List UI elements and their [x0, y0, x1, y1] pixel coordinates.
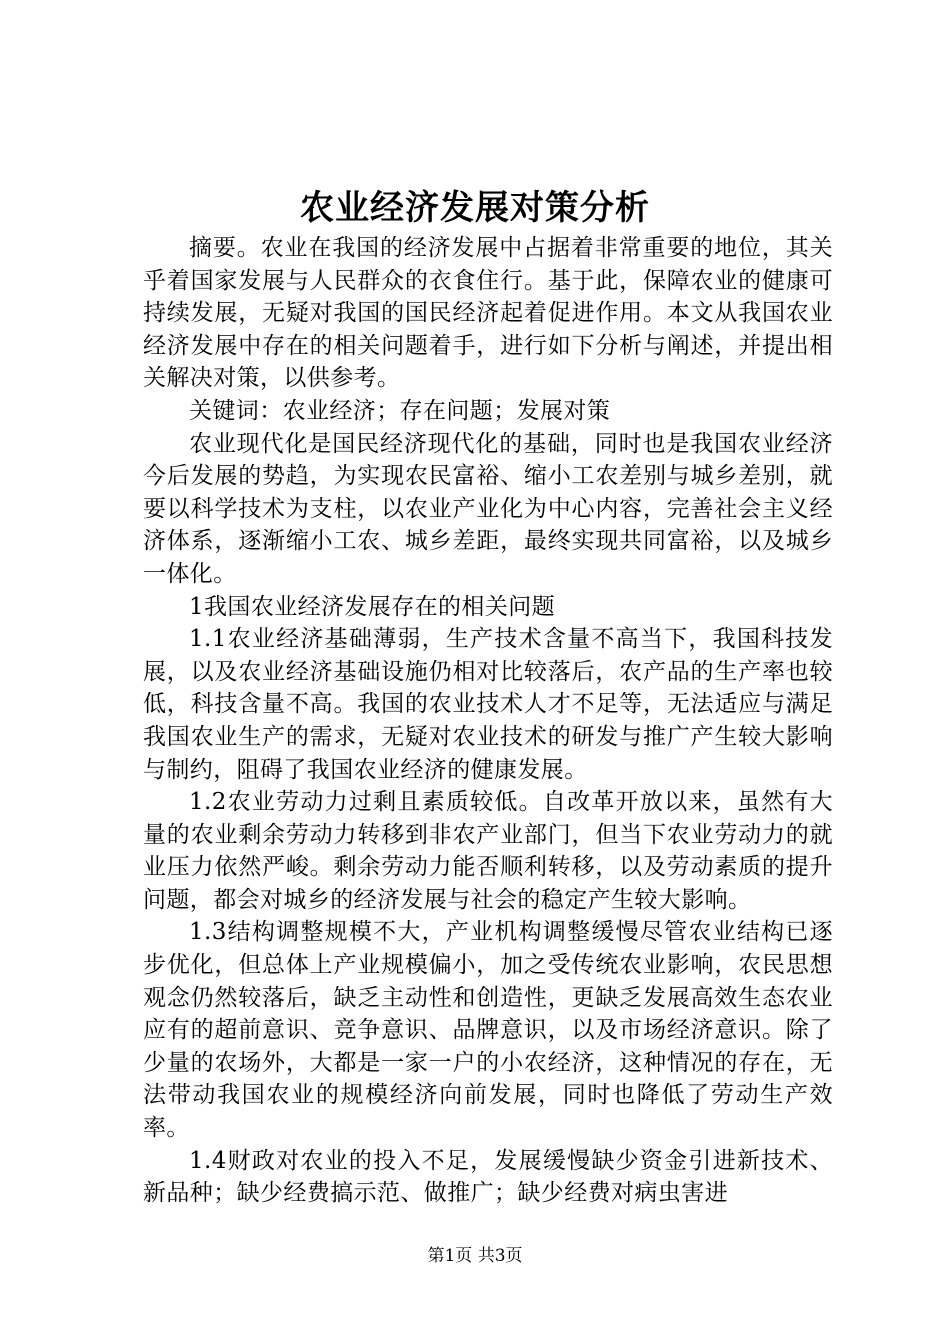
subsection-paragraph-1-2: 1.2农业劳动力过剩且素质较低。自改革开放以来，虽然有大量的农业剩余劳动力转移到非农产业部门，但当下农业劳动力的就业压力依然严峻。剩余劳动力能否顺利转移，以及劳动素质的提升问题，都会对城乡的经济发展与社会的稳定产生较大影响。: [143, 789, 833, 913]
document-title: 农业经济发展对策分析: [300, 188, 650, 228]
section-heading: 1我国农业经济发展存在的相关问题: [189, 593, 556, 620]
subsection-paragraph-1-1: 1.1农业经济基础薄弱，生产技术含量不高当下，我国科技发展，以及农业经济基础设施仍相对比较落后，农产品的生产率也较低，科技含量不高。我国的农业技术人才不足等，无法适应与满足我国农业生产的需求，无疑对农业技术的研发与推广产生较大影响与制约，阻碍了我国农业经济的健康发展。: [143, 626, 833, 783]
abstract-paragraph: 摘要。农业在我国的经济发展中占据着非常重要的地位，其关乎着国家发展与人民群众的衣食住行。基于此，保障农业的健康可持续发展，无疑对我国的国民经济起着促进作用。本文从我国农业经济发展中存在的相关问题着手，进行如下分析与阐述，并提出相关解决对策，以供参考。: [143, 235, 833, 392]
intro-paragraph: 农业现代化是国民经济现代化的基础，同时也是我国农业经济今后发展的势趋，为实现农民富裕、缩小工农差别与城乡差别，就要以科学技术为支柱，以农业产业化为中心内容，完善社会主义经济体系，逐渐缩小工农、城乡差距，最终实现共同富裕，以及城乡一体化。: [143, 430, 833, 587]
keywords-paragraph: 关键词：农业经济；存在问题；发展对策: [189, 397, 611, 424]
page-footer: 第1页 共3页: [427, 1246, 523, 1266]
subsection-paragraph-1-4: 1.4财政对农业的投入不足，发展缓慢缺少资金引进新技术、新品种；缺少经费搞示范、做推广；缺少经费对病虫害进: [143, 1147, 833, 1207]
document-body: [143, 232, 833, 1210]
subsection-paragraph-1-3: 1.3结构调整规模不大，产业机构调整缓慢尽管农业结构已逐步优化，但总体上产业规模偏小，加之受传统农业影响，农民思想观念仍然较落后，缺乏主动性和创造性，更缺乏发展高效生态农业应有的超前意识、竞争意识、品牌意识，以及市场经济意识。除了少量的农场外，大都是一家一户的小农经济，这种情况的存在，无法带动我国农业的规模经济向前发展，同时也降低了劳动生产效率。: [143, 919, 833, 1142]
